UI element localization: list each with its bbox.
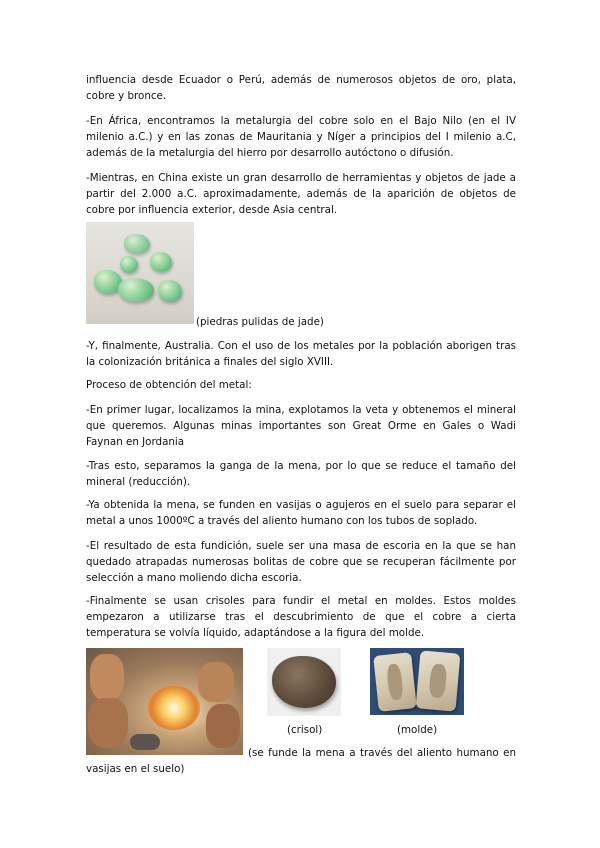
jade-stones-image <box>86 222 194 324</box>
mold-image <box>370 648 464 715</box>
paragraph-escoria: -El resultado de esta fundición, suele ser una masa de escoria en la que se han quedado atrapadas numerosas bolitas de cobre que se recuperan fácilmente por selección a mano moliendo dicha escoria. <box>86 540 516 584</box>
caption-crisol: (crisol) <box>287 724 323 736</box>
paragraph-africa: -En África, encontramos la metalurgia del cobre solo en el Bajo Nilo (en el IV milenio a.C.) y en las zonas de Mauritania y Níger a principios del I milenio a.C, además de la metalurgia del hierro por desarrollo autóctono o difusión. <box>86 115 516 159</box>
smelting-scene-image <box>86 648 243 755</box>
crucible-image <box>267 648 341 716</box>
caption-jade: (piedras pulidas de jade) <box>196 316 324 328</box>
paragraph-reduccion: -Tras esto, separamos la ganga de la mena, por lo que se reduce el tamaño del mineral (reducción). <box>86 460 516 488</box>
paragraph-crisoles: -Finalmente se usan crisoles para fundir el metal en moldes. Estos moldes empezaron a utilizarse tras el descubrimiento de que el cobre a cierta temperatura se volvía líquido, adaptándose a la figura del molde. <box>86 595 516 639</box>
paragraph-america: influencia desde Ecuador o Perú, además de numerosos objetos de oro, plata, cobre y bronce. <box>86 74 516 102</box>
paragraph-mina: -En primer lugar, localizamos la mina, explotamos la veta y obtenemos el mineral que queremos. Algunas minas importantes son Great Orme en Gales o Wadi Faynan en Jordania <box>86 404 516 448</box>
caption-molde: (molde) <box>397 724 438 736</box>
section-heading: Proceso de obtención del metal: <box>86 379 252 391</box>
caption-smelting: (se funde la mena a través del aliento humano en vasijas en el suelo) <box>86 747 516 775</box>
paragraph-fundicion: -Ya obtenida la mena, se funden en vasijas o agujeros en el suelo para separar el metal a unos 1000ºC a través del aliento humano con los tubos de soplado. <box>86 499 516 527</box>
paragraph-australia: -Y, finalmente, Australia. Con el uso de los metales por la población aborigen tras la colonización británica a finales del siglo XVIII. <box>86 340 516 368</box>
paragraph-china: -Mientras, en China existe un gran desarrollo de herramientas y objetos de jade a partir del 2.000 a.C. aproximadamente, además de la aparición de objetos de cobre por influencia exterior, desde Asia central. <box>86 172 516 216</box>
